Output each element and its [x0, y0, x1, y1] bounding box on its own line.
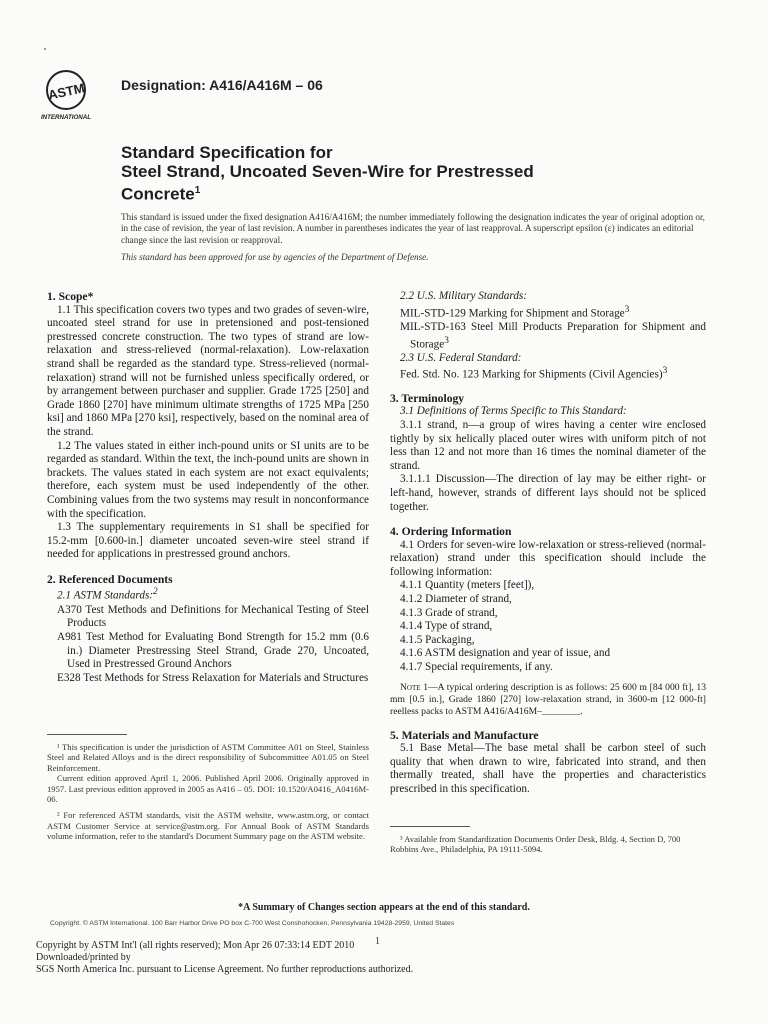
subsection-label: 2.1 ASTM Standards:$^2$ — [57, 587, 158, 603]
subsection-label: 2.2 U.S. Military Standards: — [400, 290, 527, 302]
footnotes — [47, 734, 369, 848]
section-ordering — [390, 525, 706, 718]
paragraph: 1.2 The values stated in either inch-pound units or SI units are to be regarded as standard. Within the text, the inch-pound units are shown in brackets. The values stated in each system are not exact equivalents; therefore, each system must be used independently of the other. Combining values from the two systems may result in nonconformance with the specification. — [47, 439, 369, 520]
ordering-note: Note 1—A typical ordering description is as follows: 25 600 m [84 000 ft], 13 mm [0.5 in.], Grade 1860 [270] low-relaxation strand, in 3600-m [12 000-ft] reelless packs to ASTM A416/A416M–________. — [390, 681, 706, 717]
designation: Designation: A416/A416M – 06 — [121, 77, 323, 93]
section-scope — [47, 290, 369, 562]
footnote-rule — [47, 734, 127, 735]
list-item: 4.1.1 Quantity (meters [feet]), — [400, 579, 535, 592]
subsection-label: 2.3 U.S. Federal Standard: — [400, 351, 522, 364]
section-materials — [390, 729, 706, 797]
right-column — [390, 290, 706, 808]
issue-note: This standard is issued under the fixed designation A416/A416M; the number immediately following the designation indicates the year of original adoption or, in the case of revision, the year of last revision. A number in parentheses indicates the year of last reapproval. A superscript epsilon (ε) indicates an editorial change since the last revision or reapproval. — [121, 212, 705, 245]
document-title — [121, 143, 641, 204]
paragraph: 3.1.1.1 Discussion—The direction of lay may be either right- or left-hand, however, strands of different lays should not be spliced together. — [390, 473, 706, 513]
section-heading: 3. Terminology — [390, 391, 465, 405]
list-item: 4.1.2 Diameter of strand, — [400, 593, 512, 606]
footnote-rule — [390, 826, 470, 827]
license-notice — [36, 940, 556, 975]
list-item: 4.1.5 Packaging, — [400, 633, 475, 646]
license-line: Downloaded/printed by — [36, 951, 131, 963]
section-referenced-continued — [390, 290, 706, 383]
reference-item: A370 Test Methods and Definitions for Mechanical Testing of Steel Products — [57, 603, 369, 630]
section-heading: 4. Ordering Information — [390, 525, 512, 539]
paragraph: 4.1 Orders for seven-wire low-relaxation or stress-relieved (normal-relaxation) strand under this specification should include the following information: — [390, 538, 706, 578]
section-terminology — [390, 392, 706, 514]
paragraph: 1.3 The supplementary requirements in S1 shall be specified for 15.2-mm [0.600-in.] diameter uncoated seven-wire steel strand if needed for applications in prestressed ground anchors. — [47, 521, 369, 561]
title-line-3: Concrete$^1$ — [121, 184, 201, 204]
reference-item: Fed. Std. No. 123 Marking for Shipments (Civil Agencies)$^3$ — [400, 366, 668, 382]
title-line-1: Standard Specification for — [121, 143, 333, 162]
list-item: 4.1.4 Type of strand, — [400, 620, 493, 633]
summary-of-changes-note: *A Summary of Changes section appears at the end of this standard. — [238, 902, 530, 913]
list-item: 4.1.7 Special requirements, if any. — [400, 661, 553, 674]
section-referenced-documents — [47, 573, 369, 685]
astm-logo — [36, 66, 116, 124]
paragraph: 5.1 Base Metal—The base metal shall be carbon steel of such quality that when drawn to wire, fabricated into strand, and then thermally treated, shall have the properties and characteristics prescribed in this specification. — [390, 742, 706, 796]
copyright-line: Copyright. © ASTM International. 100 Barr Harbor Drive PO box C-700 West Conshohocken, Pennsylvania 19428-2959, United States — [50, 920, 455, 927]
logo-international: INTERNATIONAL — [40, 114, 92, 121]
reference-item: A981 Test Method for Evaluating Bond Strength for 15.2 mm (0.6 in.) Diameter Prestressing Steel Strand, Grade 270, Uncoated, Used in Prestressed Ground Anchors — [57, 630, 369, 671]
section-heading: 5. Materials and Manufacture — [390, 728, 539, 742]
subsection-label: 3.1 Definitions of Terms Specific to This Standard: — [400, 405, 627, 418]
license-line: SGS North America Inc. pursuant to License Agreement. No further reproductions authorized. — [36, 963, 414, 975]
scan-mark — [44, 48, 46, 50]
footnote-ref: 1 — [194, 185, 201, 196]
dod-note: This standard has been approved for use by agencies of the Department of Defense. — [121, 252, 429, 262]
logo-letters: ASTM — [46, 80, 86, 103]
section-heading: 2. Referenced Documents — [47, 572, 173, 586]
reference-item: MIL-STD-129 Marking for Shipment and Storage$^3$ — [400, 304, 630, 320]
footnotes-right — [390, 826, 706, 855]
footnote: ² For referenced ASTM standards, visit the ASTM website, www.astm.org, or contact ASTM Customer Service at service@astm.org. For Annual Book of ASTM Standards volume information, refer to the standard's Document Summary page on the ASTM website. — [47, 810, 369, 842]
reference-item: E328 Test Methods for Stress Relaxation for Materials and Structures — [57, 671, 369, 684]
list-item: 4.1.3 Grade of strand, — [400, 606, 498, 619]
title-line-2: Steel Strand, Uncoated Seven-Wire for Prestressed — [121, 162, 534, 181]
list-item: 4.1.6 ASTM designation and year of issue, and — [400, 647, 611, 660]
page-number: 1 — [375, 936, 380, 947]
astm-logo-icon — [36, 66, 116, 124]
paragraph: 1.1 This specification covers two types and two grades of seven-wire, uncoated steel strand for use in pretensioned and post-tensioned prestressed concrete construction. The two types of strand are low-relaxation and stress-relieved (normal-relaxation). Low-relaxation strand shall be regarded as the standard type. Stress-relieved (normal-relaxation) strand will not be furnished unless specifically ordered, or by arrangement between purchaser and supplier. Grade 1725 [250] and Grade 1860 [270] have minimum ultimate strengths of 1725 MPa [250 ksi] and 1860 MPa [270 ksi], respectively, based on the nominal area of the strand. — [47, 303, 369, 438]
paragraph: 3.1.1 strand, n—a group of wires having a center wire enclosed tightly by six helically placed outer wires with uniform pitch of not less than 12 and not more than 16 times the nominal diameter of the strand. — [390, 418, 706, 472]
left-column — [47, 290, 369, 696]
reference-item: MIL-STD-163 Steel Mill Products Preparation for Shipment and Storage$^3$ — [400, 320, 706, 351]
section-heading: 1. Scope* — [47, 290, 94, 303]
license-line: Copyright by ASTM Int'l (all rights reserved); Mon Apr 26 07:33:14 EDT 2010 — [36, 940, 355, 951]
footnote: ¹ This specification is under the jurisdiction of ASTM Committee A01 on Steel, Stainless Steel and Related Alloys and is the direct responsibility of Subcommittee A01.05 on Steel Reinforcement. Current edition approved April 1, 2006. Published April 2006. Originally approved in 1957. Last previous edition approved in 2005 as A416 – 05. DOI: 10.1520/A0416_A0416M-06. — [47, 742, 369, 805]
footnote: ³ Available from Standardization Documents Order Desk, Bldg. 4, Section D, 700 Robbins Ave., Philadelphia, PA 19111-5094. — [390, 834, 681, 855]
